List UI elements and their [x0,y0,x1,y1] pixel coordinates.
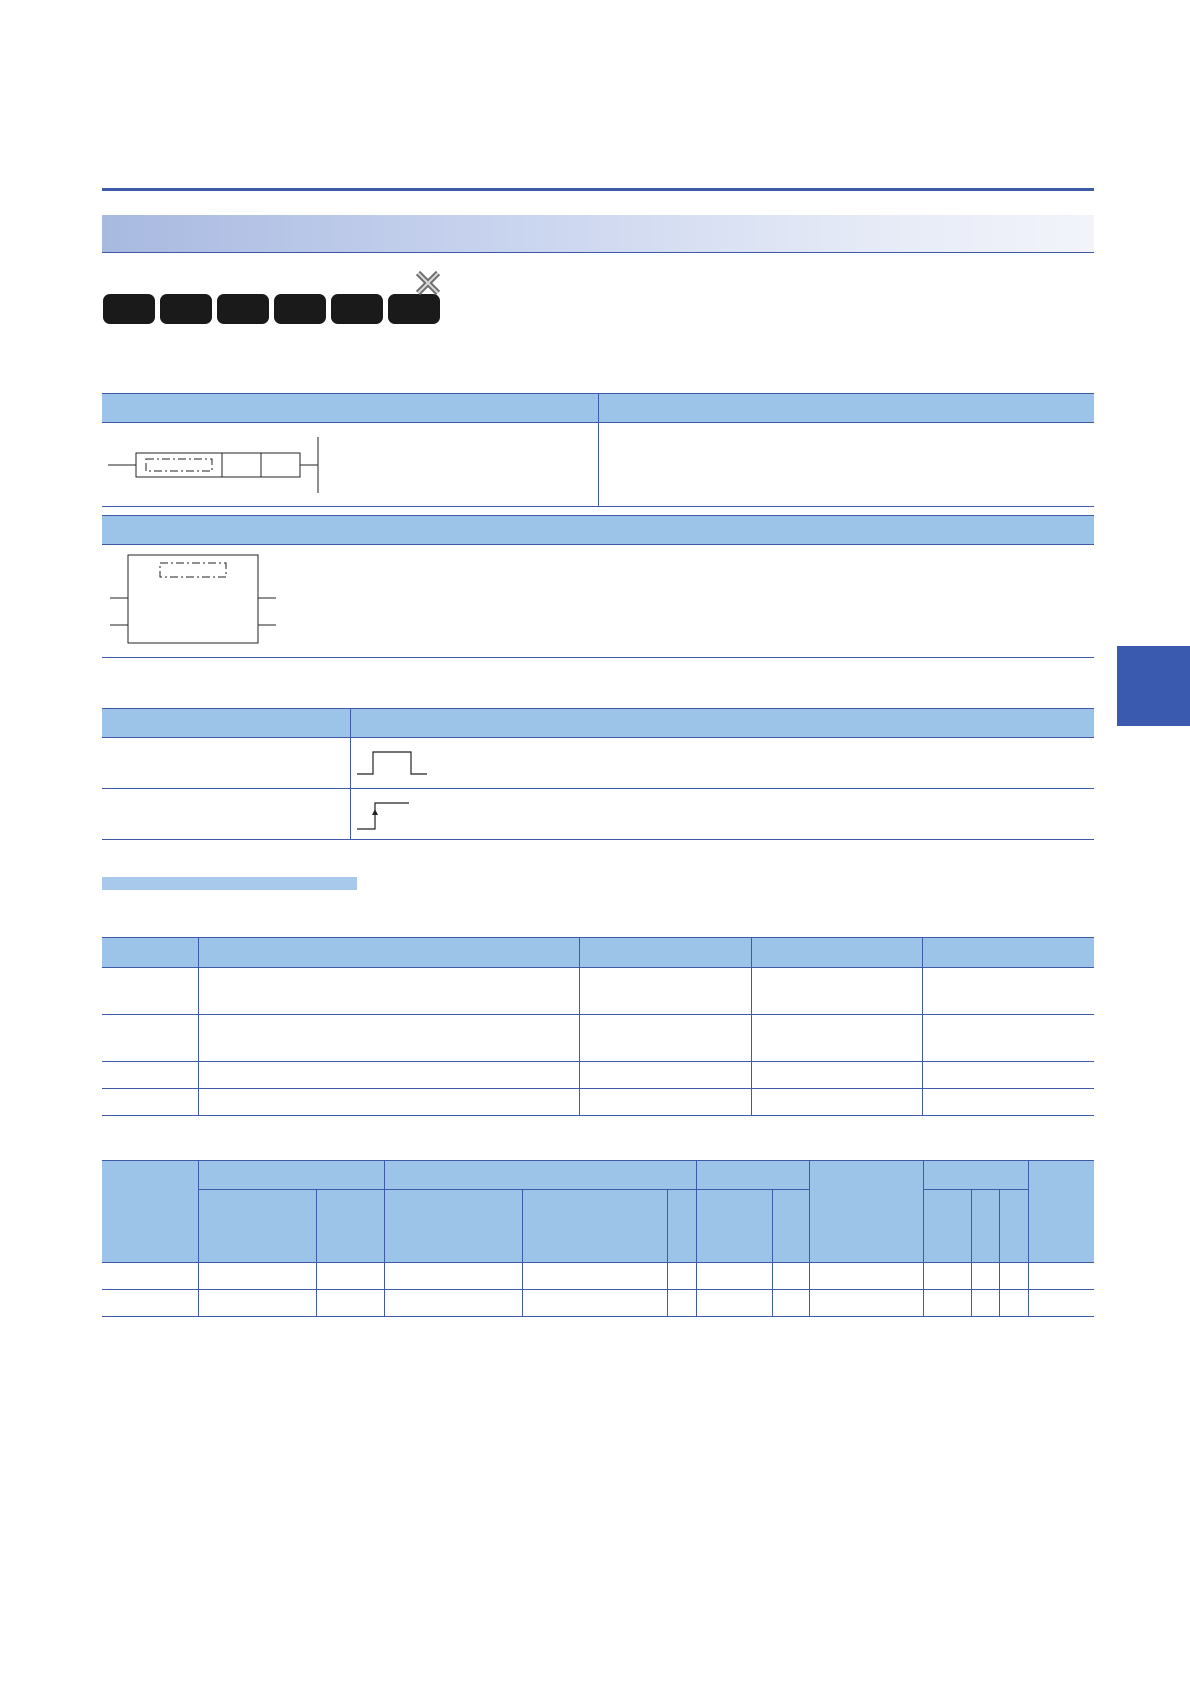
cpu-tag [217,294,269,324]
execution-condition-header [350,709,1094,738]
operand-header [102,938,198,968]
subheader [971,1190,999,1263]
cpu-tag [331,294,383,324]
table-row [102,1263,1094,1290]
table-row [102,1062,1094,1089]
subheader [316,1190,384,1263]
ladder-cell [102,423,598,507]
table-row [102,968,1094,1015]
condition-cell [350,789,1094,840]
setting-data-subheading [102,877,357,890]
data-type-header [751,938,922,968]
fbd-table [102,515,1094,658]
constant-type-header [923,1161,1028,1190]
structured-text-cell [598,423,1094,507]
condition-cell [350,738,1094,789]
constant-header [809,1161,923,1263]
subheader [667,1190,696,1263]
pulse-waveform-icon [357,750,429,780]
instruction-header [102,709,350,738]
subheader [522,1190,667,1263]
table-row [102,1015,1094,1062]
subheader [696,1190,772,1263]
subheader [999,1190,1028,1263]
subheader [384,1190,522,1263]
operand-table [102,937,1094,1116]
subheader [198,1190,316,1263]
ladder-table [102,393,1094,507]
instruction-cell [102,789,350,840]
operand-header [102,1161,198,1263]
double-word-header [384,1161,696,1190]
cpu-tag [160,294,212,324]
table-row [102,1089,1094,1116]
header-rule [102,188,1094,191]
applicable-devices-table [102,1160,1094,1317]
ladder-header [102,394,598,423]
range-header [579,938,751,968]
subheader [923,1190,971,1263]
fbd-cell [102,545,1094,658]
function-block-icon [106,553,286,653]
ladder-diagram-icon [108,435,328,495]
data-type-label-header [922,938,1094,968]
instruction-cell [102,738,350,789]
cross-mark-icon [413,268,443,298]
cpu-support-tags [103,294,440,324]
subheader [772,1190,809,1263]
cpu-tag [103,294,155,324]
chapter-side-tab [1117,646,1190,726]
section-heading-band [102,215,1094,253]
rising-edge-icon [357,801,413,831]
indirect-header [696,1161,809,1190]
fbd-header [102,516,1094,545]
others-header [1028,1161,1094,1263]
bit-word-header [198,1161,384,1190]
cpu-tag [274,294,326,324]
structured-text-header [598,394,1094,423]
description-header [198,938,579,968]
execution-condition-table [102,708,1094,840]
table-row [102,1290,1094,1317]
cpu-tag [388,294,440,324]
